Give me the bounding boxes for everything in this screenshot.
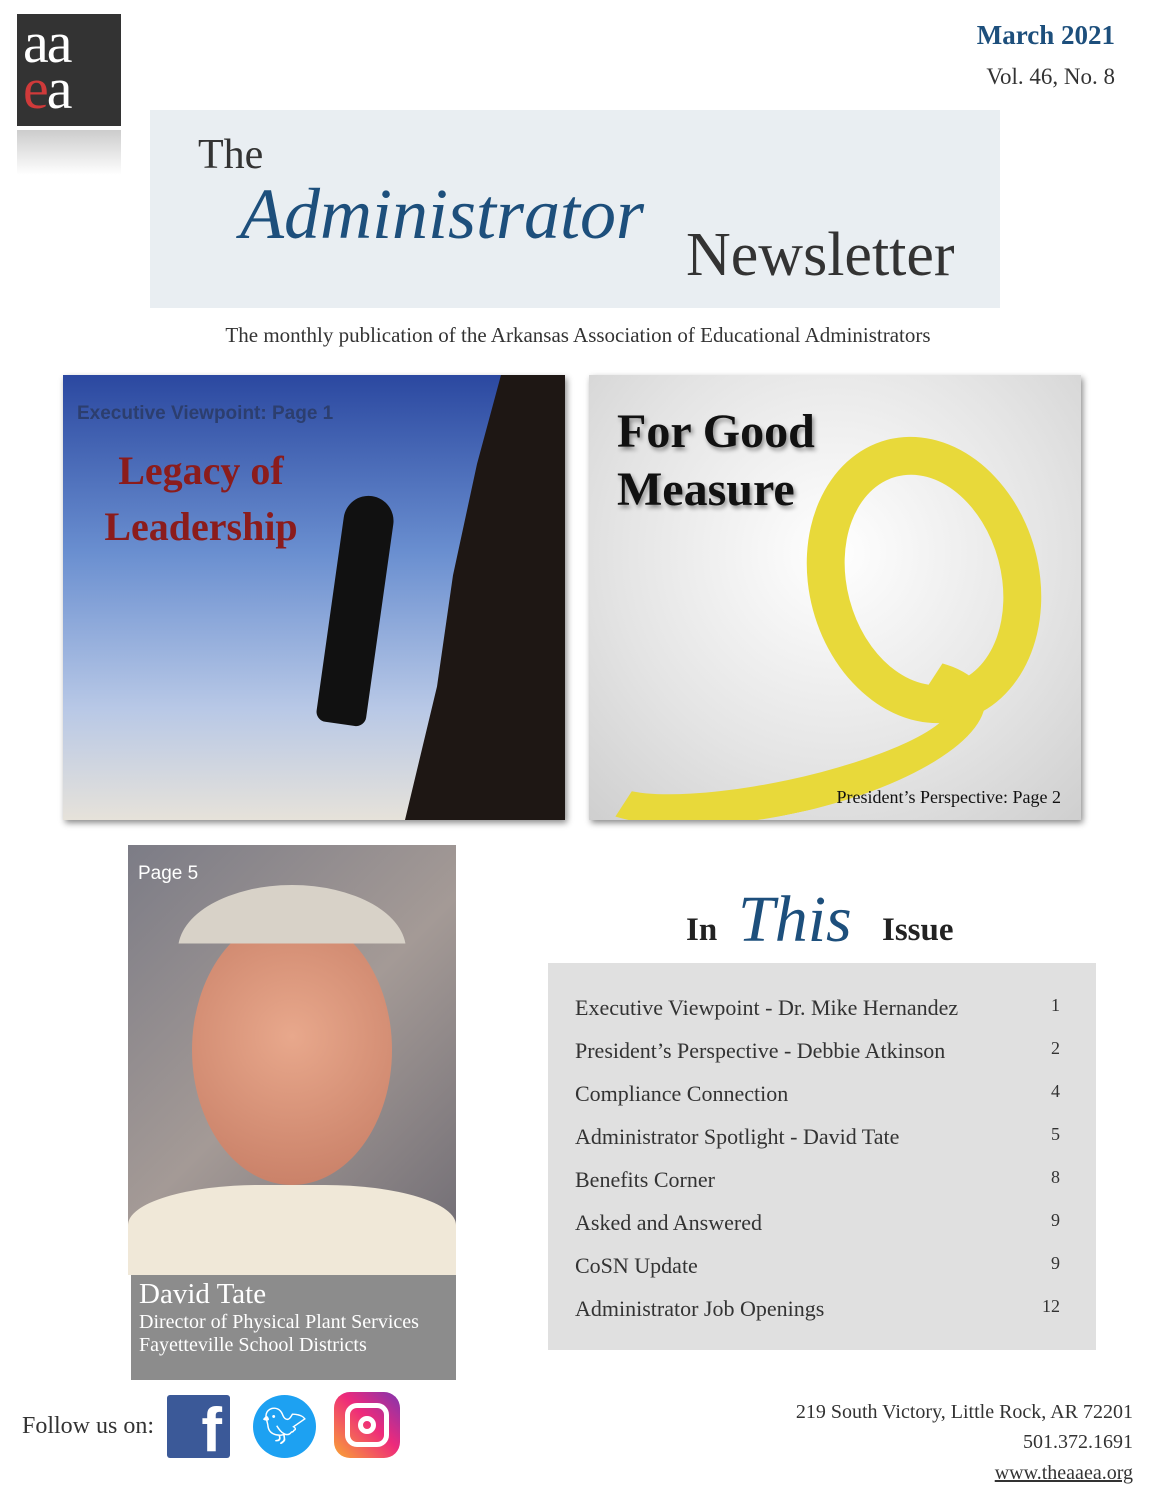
climber-image [315, 493, 397, 728]
facebook-icon[interactable]: f [167, 1395, 230, 1458]
toc-page: 4 [1051, 1081, 1060, 1101]
toc-title: Administrator Job Openings [575, 1296, 825, 1321]
issue-date: March 2021 [976, 20, 1115, 50]
toc-title: Executive Viewpoint - Dr. Mike Hernandez [575, 995, 959, 1020]
feature-label: President’s Perspective: Page 2 [836, 787, 1061, 807]
toc-page: 9 [1051, 1253, 1060, 1273]
toc-item[interactable] [548, 1038, 1096, 1081]
toc-title: Asked and Answered [575, 1210, 762, 1235]
toc-page: 12 [1042, 1296, 1060, 1316]
toc-item[interactable] [548, 1253, 1096, 1296]
logo-text: aa [23, 10, 71, 75]
feature-label: Executive Viewpoint: Page 1 [77, 403, 334, 424]
toc-title: Compliance Connection [575, 1081, 789, 1106]
feature-legacy-of-leadership[interactable] [63, 375, 565, 820]
toc-item[interactable] [548, 1081, 1096, 1124]
spotlight-caption [131, 1275, 456, 1380]
toc-item[interactable] [548, 995, 1096, 1038]
follow-us-label: Follow us on: [22, 1413, 155, 1439]
toc-title: Benefits Corner [575, 1167, 715, 1192]
logo-e: e [23, 56, 47, 121]
toc-title: Administrator Spotlight - David Tate [575, 1124, 900, 1149]
heading-in: In [686, 912, 718, 948]
table-of-contents [548, 963, 1096, 1350]
toc-page: 5 [1051, 1124, 1060, 1144]
twitter-icon[interactable]: 🐦︎ [253, 1395, 316, 1458]
issue-volume: Vol. 46, No. 8 [986, 64, 1115, 89]
spotlight-title: Director of Physical Plant Services [139, 1311, 419, 1333]
subtitle: The monthly publication of the Arkansas Association of Educational Administrators [225, 323, 931, 347]
address: 219 South Victory, Little Rock, AR 72201 [795, 1401, 1133, 1423]
headline-line: Measure [617, 463, 795, 516]
toc-page: 9 [1051, 1210, 1060, 1230]
page-label: Page 5 [138, 863, 199, 884]
feature-for-good-measure[interactable] [589, 375, 1081, 820]
instagram-icon[interactable] [334, 1392, 400, 1458]
headline-line: Leadership [104, 504, 298, 549]
headline-line: Legacy of [118, 448, 284, 493]
logo-reflection [17, 130, 121, 175]
masthead-newsletter: Newsletter [686, 221, 955, 289]
portrait-face [192, 915, 392, 1185]
heading-issue: Issue [882, 912, 954, 948]
spotlight-name: David Tate [139, 1278, 267, 1310]
headline-line: For Good [617, 405, 815, 458]
spotlight-org: Fayetteville School Districts [139, 1334, 367, 1356]
cliff-image [405, 375, 565, 820]
toc-item[interactable] [548, 1210, 1096, 1253]
toc-page: 8 [1051, 1167, 1060, 1187]
feature-headline [81, 443, 321, 555]
aaea-logo [17, 10, 121, 126]
toc-item[interactable] [548, 1167, 1096, 1210]
spotlight-portrait[interactable] [128, 845, 456, 1275]
portrait-shirt [128, 1185, 456, 1275]
feature-headline [617, 403, 815, 519]
heading-this: This [738, 883, 852, 956]
masthead-the: The [198, 132, 264, 178]
masthead-administrator: Administrator [240, 174, 645, 254]
in-this-issue-heading [686, 880, 986, 970]
toc-page: 2 [1051, 1038, 1060, 1058]
toc-item[interactable] [548, 1296, 1096, 1339]
toc-page: 1 [1051, 995, 1060, 1015]
phone: 501.372.1691 [1023, 1431, 1133, 1453]
toc-item[interactable] [548, 1124, 1096, 1167]
toc-title: President’s Perspective - Debbie Atkinson [575, 1038, 946, 1063]
toc-title: CoSN Update [575, 1253, 698, 1278]
website-link[interactable]: www.theaaea.org [994, 1462, 1133, 1484]
logo-a: a [46, 56, 71, 121]
